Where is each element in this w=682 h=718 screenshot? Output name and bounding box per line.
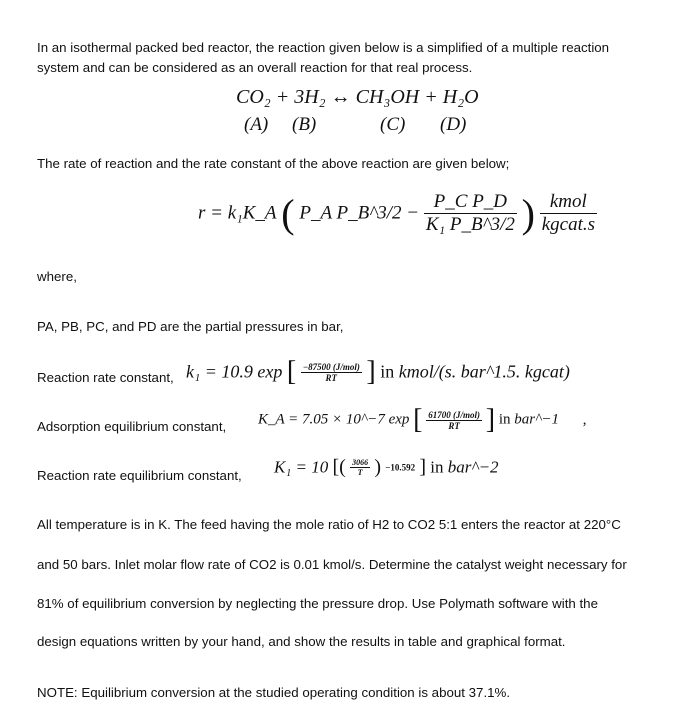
ka-exp-num: 61700 (J/mol) [428,409,480,420]
k1-units-prefix: in [380,361,395,382]
species-label-c: (C) [380,114,406,135]
k1-exp-den: RT [301,372,362,383]
rate-fraction [424,191,517,236]
rate-intro: The rate of reaction and the rate constant of the above reaction are given below; [37,156,510,171]
rate-term1: P_A P_B^3/2 [299,202,402,224]
rate-close-paren: ) [521,191,535,236]
ka-open-bracket: [ [413,404,423,435]
keq-label: Reaction rate equilibrium constant, [37,468,242,483]
task-line-4: design equations written by your hand, and show the results in table and graphical format. [37,634,566,649]
rate-units-num: kmol [549,191,587,212]
rate-frac-den: K₁ P_B^3/2 [425,214,515,235]
ka-units-prefix: in [498,411,511,428]
ka-exp-den: RT [426,420,482,431]
task-line-2: and 50 bars. Inlet molar flow rate of CO2 is 0.01 kmol/s. Determine the catalyst weight necessary for [37,557,627,572]
task-line-3: 81% of equilibrium conversion by neglecting the pressure drop. Use Polymath software with the [37,596,598,611]
where-label: where, [37,269,77,284]
intro-line-1: In an isothermal packed bed reactor, the reaction given below is a simplified of a multiple reaction [37,40,610,55]
keq-close-paren: ) [374,456,381,478]
rate-open-paren: ( [281,191,295,236]
rate-lhs: r = k₁K_A [198,202,277,224]
ka-units: bar^−1 [514,411,560,428]
ka-label: Adsorption equilibrium constant, [37,419,227,434]
rate-frac-num: P_C P_D [433,191,508,212]
k1-exponent [301,362,362,383]
rate-equation [198,190,597,237]
ka-close-bracket: ] [485,404,496,435]
rate-minus: − [406,202,420,224]
intro-line-2: system and can be considered as an overall reaction for that real process. [37,60,473,75]
ka-exponent [426,410,482,431]
task-line-1: All temperature is in K. The feed having the mole ratio of H2 to CO2 5:1 enters the reactor at 220°C [37,517,621,532]
keq-units-prefix: in [430,457,444,477]
k1-units: kmol/(s. bar^1.5. kgcat) [398,361,570,382]
k1-label: Reaction rate constant, [37,370,174,385]
ka-equation [258,404,587,436]
rate-units-den: kgcat.s [541,214,595,235]
species-label-d: (D) [440,114,467,135]
k1-lhs: k₁ = 10.9 exp [186,361,283,382]
rate-units [540,191,597,236]
keq-equation [274,456,499,479]
species-label-a: (A) [244,114,269,135]
k1-equation [186,356,570,388]
partial-pressure-note: PA, PB, PC, and PD are the partial pressures in bar, [37,319,344,334]
note: NOTE: Equilibrium conversion at the studied operating condition is about 37.1%. [37,685,511,700]
keq-open-bracket: [( [332,456,346,478]
k1-open-bracket: [ [286,356,297,387]
keq-lhs: K₁ = 10 [274,457,329,477]
keq-exp-tail: −10.592 [385,462,416,473]
keq-exponent [350,458,370,477]
reaction-equation [236,86,479,109]
species-label-b: (B) [292,114,317,135]
k1-close-bracket: ] [366,356,376,387]
keq-close-bracket: ] [419,456,427,478]
keq-exp-den: T [350,467,370,477]
keq-units: bar^−2 [447,457,499,477]
ka-lhs: K_A = 7.05 × 10^−7 exp [258,411,410,428]
ka-trailing-comma: , [582,411,587,428]
reaction-equation-text: CO₂ + 3H₂ ↔ CH₃OH + H₂O [236,86,479,108]
keq-exp-num: 3066 [352,458,369,467]
k1-exp-num: −87500 (J/mol) [302,361,360,372]
